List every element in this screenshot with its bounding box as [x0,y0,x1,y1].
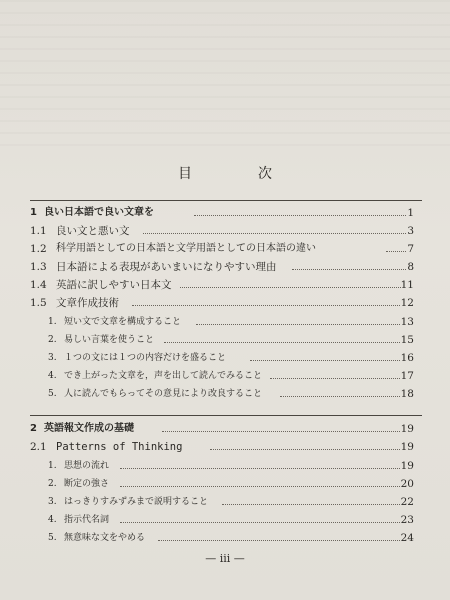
item-number: 5. [48,389,57,399]
item-number: 5. [48,533,57,543]
section-number: 2.1 [30,441,47,453]
item-title: １つの文には１つの内容だけを盛ること [64,353,227,363]
page-number: 12 [400,297,414,309]
toc-chapter-2 [0,421,450,437]
page-footer-number: — iii — [205,552,245,565]
page-number: 15 [400,334,414,346]
page-number: 23 [400,514,414,526]
dot-leader [196,324,400,325]
toc-item-2-1-4 [0,512,450,528]
item-number: 1. [48,317,57,327]
dot-leader [120,468,400,469]
toc-section-1-4 [0,277,450,293]
toc-item-1-5-3 [0,350,450,366]
dot-leader [210,449,400,450]
item-title: 人に読んでもらってその意見により改良すること [64,389,263,399]
page-number: 20 [400,478,414,490]
toc-item-2-1-2 [0,476,450,492]
dot-leader [280,396,400,397]
item-number: 4. [48,371,57,381]
chapter-title: 英語報文作成の基礎 [44,423,134,434]
item-number: 1. [48,461,57,471]
page-number: 22 [400,496,414,508]
chapter-number: 1 [30,207,37,218]
item-number: 3. [48,353,57,363]
page-number: 18 [400,388,414,400]
bleed-through-text [0,0,450,150]
dot-leader [162,431,400,432]
section-title: 良い文と悪い文 [56,225,130,237]
page-number: 11 [400,279,414,291]
page-number: 19 [400,460,414,472]
section-title: Patterns of Thinking [56,441,183,453]
page-number: 7 [407,243,414,255]
item-number: 2. [48,479,57,489]
top-rule [30,200,422,201]
item-title: 断定の強さ [64,479,110,489]
toc-item-2-1-1 [0,458,450,474]
page-number: 8 [407,261,414,273]
dot-leader [164,342,400,343]
page-number: 1 [407,207,414,219]
toc-chapter-1 [0,205,450,221]
item-title: 思想の流れ [64,461,110,471]
item-title: はっきりすみずみまで説明すること [64,497,209,507]
dot-leader [194,215,406,216]
dot-leader [270,378,400,379]
page-number: 19 [400,441,414,453]
page-number: 16 [400,352,414,364]
section-number: 1.1 [30,225,47,237]
middle-rule [30,415,422,416]
toc-item-1-5-1 [0,314,450,330]
section-number: 1.5 [30,297,47,309]
item-title: 指示代名詞 [64,515,110,525]
section-number: 1.3 [30,261,47,273]
toc-item-1-5-5 [0,386,450,402]
dot-leader [120,522,400,523]
chapter-title: 良い日本語で良い文章を [44,207,154,218]
section-title: 日本語による表現があいまいになりやすい理由 [56,261,277,273]
dot-leader [386,251,406,252]
chapter-number: 2 [30,423,37,434]
page-title: 目 次 [178,166,298,182]
toc-item-2-1-5 [0,530,450,546]
section-title: 英語に訳しやすい日本文 [56,279,172,291]
page-number: 17 [400,370,414,382]
dot-leader [292,269,406,270]
page-number: 3 [407,225,414,237]
section-title: 文章作成技術 [56,297,119,309]
page-number: 19 [400,423,414,435]
toc-item-1-5-2 [0,332,450,348]
toc-section-1-1 [0,223,450,239]
item-number: 4. [48,515,57,525]
page-number: 13 [400,316,414,328]
section-number: 1.4 [30,279,47,291]
page-number: 24 [400,532,414,544]
dot-leader [180,287,401,288]
item-title: 短い文で文章を構成すること [64,317,182,327]
dot-leader [132,305,400,306]
item-number: 2. [48,335,57,345]
dot-leader [158,540,400,541]
dot-leader [120,486,400,487]
toc-section-1-3 [0,259,450,275]
section-title: 科学用語としての日本語と文学用語としての日本語の違い [56,243,316,254]
toc-item-2-1-3 [0,494,450,510]
toc-section-1-2 [0,241,450,257]
item-title: でき上がった文章を，声を出して読んでみること [64,371,263,381]
dot-leader [250,360,400,361]
toc-section-1-5 [0,295,450,311]
item-number: 3. [48,497,57,507]
dot-leader [222,504,400,505]
dot-leader [143,233,406,234]
item-title: 無意味な文をやめる [64,533,146,543]
item-title: 易しい言葉を使うこと [64,335,155,345]
toc-section-2-1 [0,439,450,455]
toc-item-1-5-4 [0,368,450,384]
section-number: 1.2 [30,243,47,255]
